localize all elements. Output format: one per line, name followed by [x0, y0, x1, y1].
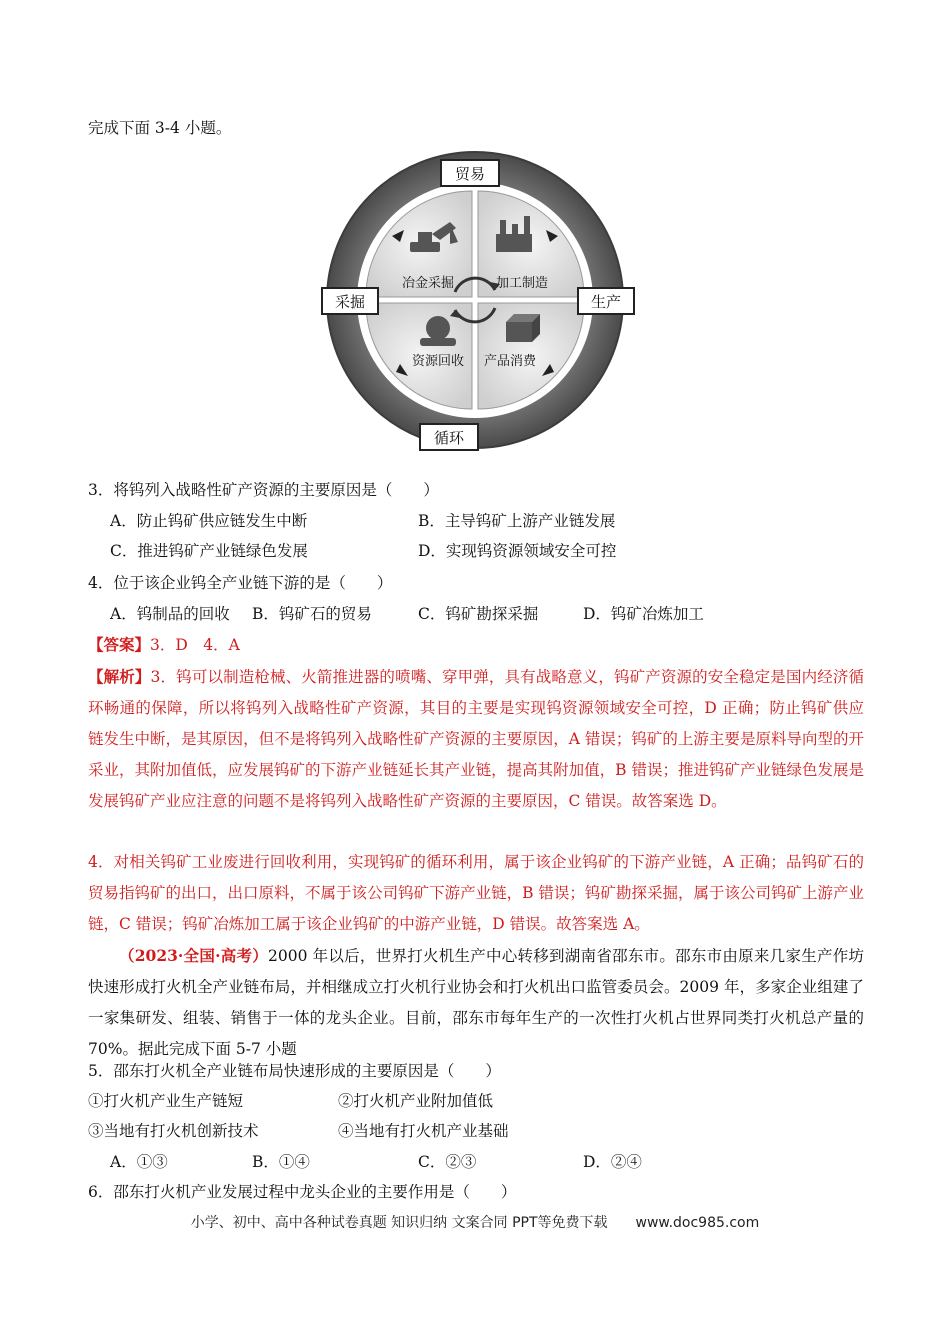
q4-option-a: A．钨制品的回收: [110, 605, 230, 623]
passage-text: 2000 年以后，世界打火机生产中心转移到湖南省邵东市。邵东市由原来几家生产作坊快速形成打火机全产业链布局，并相继成立打火机行业协会和打火机出口监管委员会。2009 年，多家企业组建了一家集研发、组装、销售于一体的龙头企业。目前，邵东市每年生产的一次性打火机占世界同类打火机总产量的 70%。据此完成下面 5-7 小题: [88, 947, 864, 1058]
answer-text: 3．D 4．A: [150, 636, 240, 654]
q3-option-a: A．防止钨矿供应链发生中断: [110, 512, 308, 530]
q5-statement-1: ①打火机产业生产链短: [88, 1092, 244, 1110]
quadrant-label-bl: 资源回收: [411, 354, 465, 369]
q5-option-a: A．①③: [110, 1153, 168, 1171]
quadrant-label-tr: 加工制造: [495, 276, 549, 291]
inner-gap: [357, 182, 593, 418]
outer-label-top: [441, 160, 499, 186]
q5-option-b: B．①④: [252, 1153, 310, 1171]
outer-label-right: [578, 288, 634, 314]
q5-statement-4: ④当地有打火机产业基础: [338, 1122, 509, 1140]
q5-statement-2: ②打火机产业附加值低: [338, 1092, 494, 1110]
outer-label-bottom: [420, 424, 478, 450]
box-icon: [506, 314, 540, 342]
svg-text:生产: 生产: [590, 293, 622, 311]
q3-option-d: D．实现钨资源领域安全可控: [418, 542, 617, 560]
intro-line: 完成下面 3-4 小题。: [88, 119, 232, 137]
q3-stem: 3．将钨列入战略性矿产资源的主要原因是（ ）: [88, 481, 439, 499]
q6-stem: 6．邵东打火机产业发展过程中龙头企业的主要作用是（ ）: [88, 1183, 517, 1201]
answer-line: [88, 635, 240, 655]
q5-statement-3: ③当地有打火机创新技术: [88, 1122, 259, 1140]
analysis-label: 【解析】: [88, 667, 151, 686]
q4-option-b: B．钨矿石的贸易: [252, 605, 372, 623]
svg-text:循环: 循环: [433, 429, 465, 447]
tungsten-industry-chain-diagram: [300, 150, 660, 480]
q4-stem: 4．位于该企业钨全产业链下游的是（ ）: [88, 574, 393, 592]
passage-source: （2023·全国·高考）: [119, 946, 269, 965]
q5-option-d: D．②④: [583, 1153, 642, 1171]
quadrant-label-br: 产品消费: [483, 354, 537, 369]
q4-option-c: C．钨矿勘探采掘: [418, 605, 539, 623]
outer-label-left: [322, 288, 378, 314]
quadrant-label-tl: 冶金采掘: [401, 276, 455, 291]
q3-option-c: C．推进钨矿产业链绿色发展: [110, 542, 308, 560]
passage: [88, 940, 864, 1065]
q5-stem: 5．邵东打火机全产业链布局快速形成的主要原因是（ ）: [88, 1062, 501, 1080]
analysis-q3-text: 3．钨可以制造枪械、火箭推进器的喷嘴、穿甲弹，具有战略意义，钨矿产资源的安全稳定是国内经济循环畅通的保障，所以将钨列入战略性矿产资源，其目的主要是实现钨资源领域安全可控，D 正确；防止钨矿供应链发生中断，是其原因，但不是将钨列入战略性矿产资源的主要原因，A 错误；钨矿的上游主要是原料导向型的开采业，其附加值低，应发展钨矿的下游产业链延长其产业链，提高其附加值，B 错误；推进钨矿产业链绿色发展是发展钨矿产业应注意的问题不是将钨列入战略性矿产资源的主要原因，C 错误。故答案选 D。: [88, 668, 864, 810]
svg-text:采掘: 采掘: [334, 293, 366, 311]
q5-option-c: C．②③: [418, 1153, 477, 1171]
q4-option-d: D．钨矿冶炼加工: [583, 605, 704, 623]
page-footer: 小学、初中、高中各种试卷真题 知识归纳 文案合同 PPT等免费下载 www.doc985.com: [190, 1215, 760, 1231]
answer-label: 【答案】: [88, 635, 151, 654]
svg-text:贸易: 贸易: [454, 165, 486, 183]
q3-option-b: B．主导钨矿上游产业链发展: [418, 512, 616, 530]
analysis-q3: [88, 661, 864, 817]
analysis-q4: 4．对相关钨矿工业废进行回收利用，实现钨矿的循环利用，属于该企业钨矿的下游产业链，A 正确；品钨矿石的贸易指钨矿的出口，出口原料，不属于该公司钨矿下游产业链，B 错误；钨矿勘探采掘，属于该公司钨矿上游产业链，C 错误；钨矿冶炼加工属于该企业钨矿的中游产业链，D 错误。故答案选 A。: [88, 853, 864, 933]
